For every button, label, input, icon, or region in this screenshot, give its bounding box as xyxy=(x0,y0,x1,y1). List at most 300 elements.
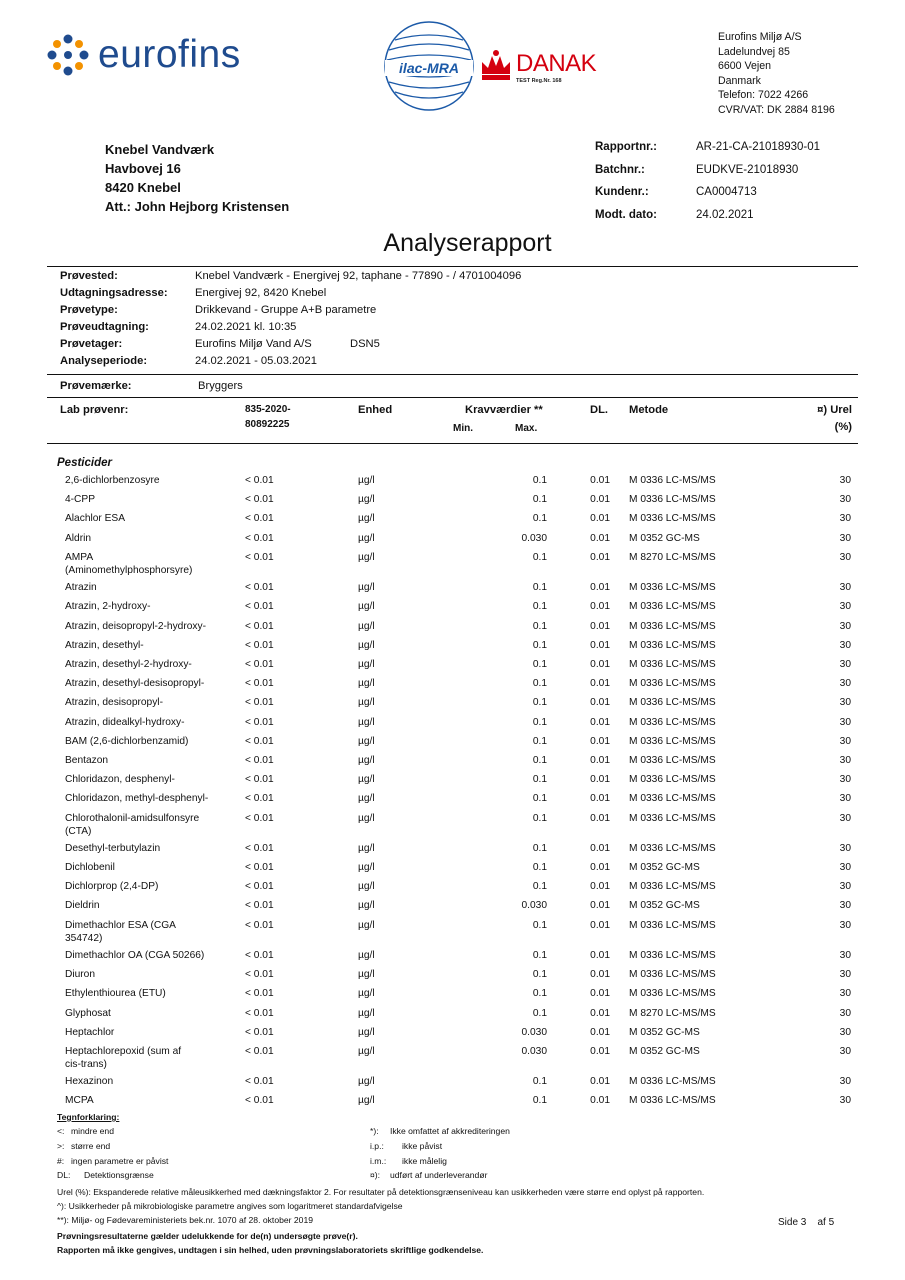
analyte-dl: 0.01 xyxy=(590,812,610,824)
analyte-dl: 0.01 xyxy=(590,774,610,786)
analyte-max: 0.1 xyxy=(532,949,547,961)
note-urel: Urel (%): Ekspanderede relative måleusikkerhed med dækningsfaktor 2. For resultater på detektionsgrænseniveau kan usikkerheden være større end oplyst på rapporten. xyxy=(57,1187,705,1197)
recipient-line: Att.: John Hejborg Kristensen xyxy=(105,199,290,214)
analyte-name: Atrazin, desisopropyl- xyxy=(65,697,163,709)
analyte-unit: µg/l xyxy=(358,601,375,613)
analyte-urel: 30 xyxy=(839,475,851,486)
analyte-urel: 30 xyxy=(839,812,851,824)
danak-reg-number: TEST Reg.Nr. 168 xyxy=(516,78,562,84)
crown-icon xyxy=(478,48,514,84)
analyte-dl: 0.01 xyxy=(590,582,610,594)
analyte-dl: 0.01 xyxy=(590,881,610,893)
info-row-address xyxy=(60,285,521,302)
table-row xyxy=(0,735,905,753)
col-header-sample-no-1: 835-2020- xyxy=(245,404,291,415)
analyte-method: M 0336 LC-MS/MS xyxy=(629,774,716,786)
danak-logo xyxy=(478,44,608,94)
analyte-method: M 0352 GC-MS xyxy=(629,532,700,544)
legend-text: udført af underleverandør xyxy=(390,1170,488,1180)
analyte-name: Aldrin xyxy=(65,532,92,544)
analyte-dl: 0.01 xyxy=(590,949,610,961)
analyte-max: 0.1 xyxy=(532,601,547,613)
analyte-max: 0.030 xyxy=(521,1045,547,1057)
analyte-name: Glyphosat xyxy=(65,1007,111,1019)
analyte-unit: µg/l xyxy=(358,793,375,805)
analyte-unit: µg/l xyxy=(358,494,375,506)
analyte-value: < 0.01 xyxy=(245,774,274,786)
analyte-dl: 0.01 xyxy=(590,697,610,709)
analyte-method: M 0336 LC-MS/MS xyxy=(629,475,716,486)
table-row xyxy=(0,1094,905,1112)
analyte-value: < 0.01 xyxy=(245,735,274,747)
analyte-unit: µg/l xyxy=(358,658,375,670)
info-value: 24.02.2021 kl. 10:35 xyxy=(195,321,297,333)
analyte-max: 0.1 xyxy=(532,988,547,1000)
analyte-method: M 0352 GC-MS xyxy=(629,1026,700,1038)
analyte-dl: 0.01 xyxy=(590,1076,610,1088)
analyte-unit: µg/l xyxy=(358,513,375,525)
analyte-max: 0.030 xyxy=(521,1026,547,1038)
analyte-name: Atrazin, 2-hydroxy- xyxy=(65,601,151,613)
analyte-name: Ethylenthiourea (ETU) xyxy=(65,988,166,1000)
analyte-max: 0.1 xyxy=(532,842,547,854)
sample-info xyxy=(60,268,521,370)
analyte-dl: 0.01 xyxy=(590,1026,610,1038)
meta-label: Kundenr.: xyxy=(595,186,649,198)
info-row-sampler xyxy=(60,336,521,353)
analyte-name: Atrazin, desethyl-desisopropyl- xyxy=(65,678,205,690)
table-row xyxy=(0,532,905,550)
analyte-name: 4-CPP xyxy=(65,494,96,506)
recipient-line: Havbovej 16 xyxy=(105,161,181,176)
analyte-urel: 30 xyxy=(839,793,851,805)
danak-wordmark: DANAK xyxy=(516,50,597,77)
analyte-value: < 0.01 xyxy=(245,1076,274,1088)
analyte-value: < 0.01 xyxy=(245,1095,274,1107)
analyte-value: < 0.01 xyxy=(245,475,274,486)
table-row xyxy=(0,968,905,986)
table-row xyxy=(0,1007,905,1025)
recipient-line: 8420 Knebel xyxy=(105,180,181,195)
analyte-method: M 0336 LC-MS/MS xyxy=(629,1076,716,1088)
analyte-urel: 30 xyxy=(839,1095,851,1107)
info-label: Prøvetype: xyxy=(60,304,118,316)
analyte-dl: 0.01 xyxy=(590,862,610,873)
legend-text: Ikke omfattet af akkrediteringen xyxy=(390,1126,510,1136)
analyte-urel: 30 xyxy=(839,774,851,786)
legend-symbol: >: xyxy=(57,1141,65,1151)
table-row xyxy=(0,754,905,772)
analyte-method: M 0336 LC-MS/MS xyxy=(629,754,716,766)
analyte-value: < 0.01 xyxy=(245,697,274,709)
analyte-method: M 0336 LC-MS/MS xyxy=(629,639,716,651)
col-header-method: Metode xyxy=(629,404,669,416)
analyte-value: < 0.01 xyxy=(245,1026,274,1038)
analyte-unit: µg/l xyxy=(358,1045,375,1057)
analyte-name: AMPA (Aminomethylphosphorsyre) xyxy=(65,551,193,577)
analyte-value: < 0.01 xyxy=(245,862,274,873)
report-meta xyxy=(595,136,820,226)
analyte-value: < 0.01 xyxy=(245,754,274,766)
analyte-max: 0.1 xyxy=(532,1095,547,1107)
legend-symbol: #: xyxy=(57,1156,65,1166)
analyte-name: Atrazin xyxy=(65,582,97,594)
table-row xyxy=(0,812,905,837)
analyte-method: M 0336 LC-MS/MS xyxy=(629,735,716,747)
analyte-name: Bentazon xyxy=(65,754,109,766)
analyte-method: M 0336 LC-MS/MS xyxy=(629,716,716,728)
col-header-urel: ¤) Urel xyxy=(817,404,852,416)
analyte-unit: µg/l xyxy=(358,620,375,632)
analyte-method: M 0336 LC-MS/MS xyxy=(629,620,716,632)
analyte-max: 0.1 xyxy=(532,697,547,709)
analyte-name: BAM (2,6-dichlorbenzamid) xyxy=(65,735,189,747)
analyte-value: < 0.01 xyxy=(245,949,274,961)
legend-symbol: DL: xyxy=(57,1170,71,1180)
meta-row-batch xyxy=(595,159,820,182)
table-row xyxy=(0,842,905,860)
analyte-value: < 0.01 xyxy=(245,793,274,805)
analyte-unit: µg/l xyxy=(358,812,375,824)
recipient-line: Knebel Vandværk xyxy=(105,142,215,157)
meta-label: Batchnr.: xyxy=(595,163,645,176)
table-row xyxy=(0,792,905,810)
analyte-value: < 0.01 xyxy=(245,582,274,594)
analyte-method: M 0352 GC-MS xyxy=(629,1045,700,1057)
table-row xyxy=(0,899,905,917)
analyte-unit: µg/l xyxy=(358,532,375,544)
analyte-urel: 30 xyxy=(839,1007,851,1019)
analyte-unit: µg/l xyxy=(358,639,375,651)
analyte-max: 0.1 xyxy=(532,735,547,747)
analyte-method: M 0336 LC-MS/MS xyxy=(629,881,716,893)
analyte-urel: 30 xyxy=(839,1076,851,1088)
mark-divider xyxy=(47,397,858,398)
analyte-urel: 30 xyxy=(839,842,851,854)
eurofins-logo xyxy=(46,30,266,80)
analyte-urel: 30 xyxy=(839,678,851,690)
meta-row-customer xyxy=(595,181,820,204)
analyte-value: < 0.01 xyxy=(245,1045,274,1057)
analyte-urel: 30 xyxy=(839,639,851,651)
info-value: Eurofins Miljø Vand A/S xyxy=(195,338,312,350)
analyte-name: 2,6-dichlorbenzosyre xyxy=(65,475,160,486)
table-row xyxy=(0,880,905,898)
meta-row-report-number xyxy=(595,136,820,159)
eurofins-wordmark: eurofins xyxy=(98,33,241,76)
analyte-dl: 0.01 xyxy=(590,475,610,486)
analyte-urel: 30 xyxy=(839,551,851,563)
analyte-urel: 30 xyxy=(839,494,851,506)
analyte-unit: µg/l xyxy=(358,774,375,786)
legend-text: større end xyxy=(71,1141,111,1151)
analyte-max: 0.1 xyxy=(532,513,547,525)
analyte-unit: µg/l xyxy=(358,551,375,563)
analyte-dl: 0.01 xyxy=(590,919,610,931)
analyte-max: 0.1 xyxy=(532,582,547,594)
analyte-method: M 0336 LC-MS/MS xyxy=(629,601,716,613)
legend-text: ingen parametre er påvist xyxy=(71,1156,169,1166)
sample-mark xyxy=(60,380,243,392)
analyte-value: < 0.01 xyxy=(245,842,274,854)
table-row xyxy=(0,658,905,676)
analyte-value: < 0.01 xyxy=(245,1007,274,1019)
analyte-method: M 8270 LC-MS/MS xyxy=(629,551,716,563)
page-number xyxy=(778,1217,834,1228)
analyte-max: 0.1 xyxy=(532,812,547,824)
analyte-value: < 0.01 xyxy=(245,919,274,931)
legend-text: Detektionsgrænse xyxy=(84,1170,154,1180)
header-divider xyxy=(47,443,858,444)
legend-symbol: *): xyxy=(370,1126,379,1136)
analyte-method: M 0336 LC-MS/MS xyxy=(629,793,716,805)
page-total: af 5 xyxy=(817,1217,835,1228)
info-row-type xyxy=(60,302,521,319)
table-row xyxy=(0,1075,905,1093)
table-row xyxy=(0,551,905,577)
analyte-value: < 0.01 xyxy=(245,716,274,728)
footer-reproduction: Rapporten må ikke gengives, undtagen i sin helhed, uden prøvningslaboratoriets skriftlige godkendelse. xyxy=(57,1245,484,1255)
table-row xyxy=(0,474,905,492)
analyte-method: M 8270 LC-MS/MS xyxy=(629,1007,716,1019)
ilac-text: ilac-MRA xyxy=(399,60,459,76)
analyte-max: 0.030 xyxy=(521,900,547,912)
analyte-dl: 0.01 xyxy=(590,513,610,525)
analyte-name: MCPA xyxy=(65,1095,94,1107)
analyte-dl: 0.01 xyxy=(590,842,610,854)
analyte-unit: µg/l xyxy=(358,582,375,594)
analyte-max: 0.1 xyxy=(532,1076,547,1088)
info-value: Drikkevand - Gruppe A+B parametre xyxy=(195,304,377,316)
analyte-unit: µg/l xyxy=(358,1026,375,1038)
info-value: Knebel Vandværk - Energivej 92, taphane - 77890 - / 4701004096 xyxy=(195,270,522,282)
analyte-dl: 0.01 xyxy=(590,551,610,563)
analyte-name: Alachlor ESA xyxy=(65,513,126,525)
page-current: Side 3 xyxy=(778,1217,807,1228)
col-header-min: Min. xyxy=(453,423,473,434)
analyte-max: 0.1 xyxy=(532,678,547,690)
legend-text: ikke påvist xyxy=(402,1141,443,1151)
info-label: Analyseperiode: xyxy=(60,355,148,367)
table-row xyxy=(0,949,905,967)
analyte-value: < 0.01 xyxy=(245,494,274,506)
analyte-dl: 0.01 xyxy=(590,1045,610,1057)
info-divider xyxy=(47,374,858,375)
analyte-max: 0.1 xyxy=(532,639,547,651)
analyte-dl: 0.01 xyxy=(590,793,610,805)
analyte-dl: 0.01 xyxy=(590,716,610,728)
analyte-method: M 0336 LC-MS/MS xyxy=(629,697,716,709)
info-value: 24.02.2021 - 05.03.2021 xyxy=(195,355,317,367)
analyte-unit: µg/l xyxy=(358,969,375,981)
analyte-name: Chloridazon, methyl-desphenyl- xyxy=(65,793,209,805)
analyte-max: 0.030 xyxy=(521,532,547,544)
analyte-dl: 0.01 xyxy=(590,601,610,613)
company-line: Danmark xyxy=(718,74,761,87)
analyte-unit: µg/l xyxy=(358,678,375,690)
analyte-method: M 0336 LC-MS/MS xyxy=(629,582,716,594)
note-micro: ^): Usikkerheder på mikrobiologiske parametre angives som logaritmeret standardafvigelse xyxy=(57,1201,403,1211)
sample-mark-label: Prøvemærke: xyxy=(60,380,132,392)
analyte-unit: µg/l xyxy=(358,842,375,854)
analyte-dl: 0.01 xyxy=(590,658,610,670)
analyte-max: 0.1 xyxy=(532,754,547,766)
analyte-unit: µg/l xyxy=(358,1007,375,1019)
analyte-dl: 0.01 xyxy=(590,620,610,632)
analyte-dl: 0.01 xyxy=(590,1095,610,1107)
analyte-name: Atrazin, desethyl- xyxy=(65,639,144,651)
analyte-dl: 0.01 xyxy=(590,678,610,690)
analyte-max: 0.1 xyxy=(532,551,547,563)
analyte-method: M 0336 LC-MS/MS xyxy=(629,919,716,931)
analyte-name: Heptachlor xyxy=(65,1026,115,1038)
analyte-unit: µg/l xyxy=(358,697,375,709)
report-title: Analyserapport xyxy=(383,229,552,257)
analyte-unit: µg/l xyxy=(358,1095,375,1107)
analyte-value: < 0.01 xyxy=(245,513,274,525)
analyte-name: Dieldrin xyxy=(65,900,100,912)
analyte-value: < 0.01 xyxy=(245,969,274,981)
analyte-urel: 30 xyxy=(839,900,851,912)
col-header-unit: Enhed xyxy=(358,404,393,416)
footer-validity: Prøvningsresultaterne gælder udelukkende for de(n) undersøgte prøve(r). xyxy=(57,1231,358,1241)
analyte-value: < 0.01 xyxy=(245,812,274,824)
analyte-dl: 0.01 xyxy=(590,494,610,506)
analyte-method: M 0336 LC-MS/MS xyxy=(629,988,716,1000)
table-row xyxy=(0,1026,905,1044)
analyte-name: Heptachlorepoxid (sum af cis-trans) xyxy=(65,1045,182,1071)
analyte-max: 0.1 xyxy=(532,1007,547,1019)
info-row-location xyxy=(60,268,521,285)
company-line: CVR/VAT: DK 2884 8196 xyxy=(718,103,835,116)
analyte-method: M 0336 LC-MS/MS xyxy=(629,969,716,981)
analyte-urel: 30 xyxy=(839,532,851,544)
analyte-value: < 0.01 xyxy=(245,601,274,613)
analyte-name: Dichlobenil xyxy=(65,862,115,873)
analyte-urel: 30 xyxy=(839,620,851,632)
analyte-dl: 0.01 xyxy=(590,969,610,981)
legend-text: ikke målelig xyxy=(402,1156,447,1166)
col-header-urel-unit: (%) xyxy=(834,421,852,433)
analyte-urel: 30 xyxy=(839,862,851,873)
recipient-address xyxy=(105,140,289,216)
analyte-max: 0.1 xyxy=(532,774,547,786)
ilac-globe-icon xyxy=(383,20,475,112)
info-extra: DSN5 xyxy=(350,338,380,350)
title-divider xyxy=(47,266,858,267)
table-row xyxy=(0,581,905,599)
company-line: Ladelundvej 85 xyxy=(718,45,790,58)
info-row-sampling xyxy=(60,319,521,336)
table-row xyxy=(0,1045,905,1071)
ilac-mra-logo xyxy=(383,20,475,112)
analyte-value: < 0.01 xyxy=(245,900,274,912)
company-line: Eurofins Miljø A/S xyxy=(718,31,802,43)
analyte-value: < 0.01 xyxy=(245,988,274,1000)
analyte-name: Dimethachlor ESA (CGA 354742) xyxy=(65,919,176,945)
table-row xyxy=(0,493,905,511)
col-header-requirements: Kravværdier ** xyxy=(465,404,543,416)
meta-label: Modt. dato: xyxy=(595,208,657,221)
meta-value: AR-21-CA-21018930-01 xyxy=(696,141,821,153)
analyte-urel: 30 xyxy=(839,1045,851,1057)
table-row xyxy=(0,861,905,879)
legend-title: Tegnforklaring: xyxy=(57,1112,120,1122)
analyte-name: Dimethachlor OA (CGA 50266) xyxy=(65,949,205,961)
analyte-method: M 0336 LC-MS/MS xyxy=(629,513,716,525)
legend-text: mindre end xyxy=(71,1126,114,1136)
analyte-urel: 30 xyxy=(839,697,851,709)
analyte-value: < 0.01 xyxy=(245,881,274,893)
analyte-unit: µg/l xyxy=(358,1076,375,1088)
info-row-period xyxy=(60,353,521,370)
info-label: Prøvested: xyxy=(60,270,118,282)
analyte-max: 0.1 xyxy=(532,716,547,728)
analyte-urel: 30 xyxy=(839,513,851,525)
table-row xyxy=(0,512,905,530)
analyte-method: M 0336 LC-MS/MS xyxy=(629,842,716,854)
meta-value: CA0004713 xyxy=(696,186,757,198)
analyte-urel: 30 xyxy=(839,582,851,594)
analyte-name: Atrazin, didealkyl-hydroxy- xyxy=(65,716,185,728)
info-label: Prøveudtagning: xyxy=(60,321,149,333)
analyte-unit: µg/l xyxy=(358,862,375,873)
analyte-dl: 0.01 xyxy=(590,735,610,747)
analyte-method: M 0336 LC-MS/MS xyxy=(629,949,716,961)
analyte-max: 0.1 xyxy=(532,881,547,893)
analyte-max: 0.1 xyxy=(532,793,547,805)
analyte-max: 0.1 xyxy=(532,919,547,931)
analyte-name: Desethyl-terbutylazin xyxy=(65,842,161,854)
analyte-name: Dichlorprop (2,4-DP) xyxy=(65,881,159,893)
col-header-max: Max. xyxy=(515,423,538,434)
analyte-method: M 0336 LC-MS/MS xyxy=(629,678,716,690)
analyte-unit: µg/l xyxy=(358,716,375,728)
col-header-lab: Lab prøvenr: xyxy=(60,404,129,416)
table-row xyxy=(0,773,905,791)
analyte-method: M 0336 LC-MS/MS xyxy=(629,812,716,824)
analyte-unit: µg/l xyxy=(358,735,375,747)
legend-symbol: <: xyxy=(57,1126,65,1136)
analyte-unit: µg/l xyxy=(358,475,375,486)
analyte-max: 0.1 xyxy=(532,620,547,632)
analyte-max: 0.1 xyxy=(532,658,547,670)
legend-symbol: i.m.: xyxy=(370,1156,387,1166)
analyte-method: M 0352 GC-MS xyxy=(629,900,700,912)
analyte-urel: 30 xyxy=(839,754,851,766)
meta-row-received-date xyxy=(595,204,820,227)
analyte-dl: 0.01 xyxy=(590,754,610,766)
analyte-dl: 0.01 xyxy=(590,1007,610,1019)
table-row xyxy=(0,620,905,638)
section-title: Pesticider xyxy=(57,457,112,469)
table-row xyxy=(0,987,905,1005)
sample-mark-value: Bryggers xyxy=(198,380,243,392)
analyte-name: Hexazinon xyxy=(65,1076,114,1088)
analyte-value: < 0.01 xyxy=(245,678,274,690)
info-label: Udtagningsadresse: xyxy=(60,287,168,299)
analyte-max: 0.1 xyxy=(532,969,547,981)
company-address xyxy=(718,30,835,117)
analyte-method: M 0336 LC-MS/MS xyxy=(629,658,716,670)
meta-value: 24.02.2021 xyxy=(696,208,754,221)
analyte-urel: 30 xyxy=(839,919,851,931)
analyte-unit: µg/l xyxy=(358,988,375,1000)
table-row xyxy=(0,919,905,945)
analyte-method: M 0336 LC-MS/MS xyxy=(629,1095,716,1107)
analyte-dl: 0.01 xyxy=(590,639,610,651)
analyte-dl: 0.01 xyxy=(590,988,610,1000)
